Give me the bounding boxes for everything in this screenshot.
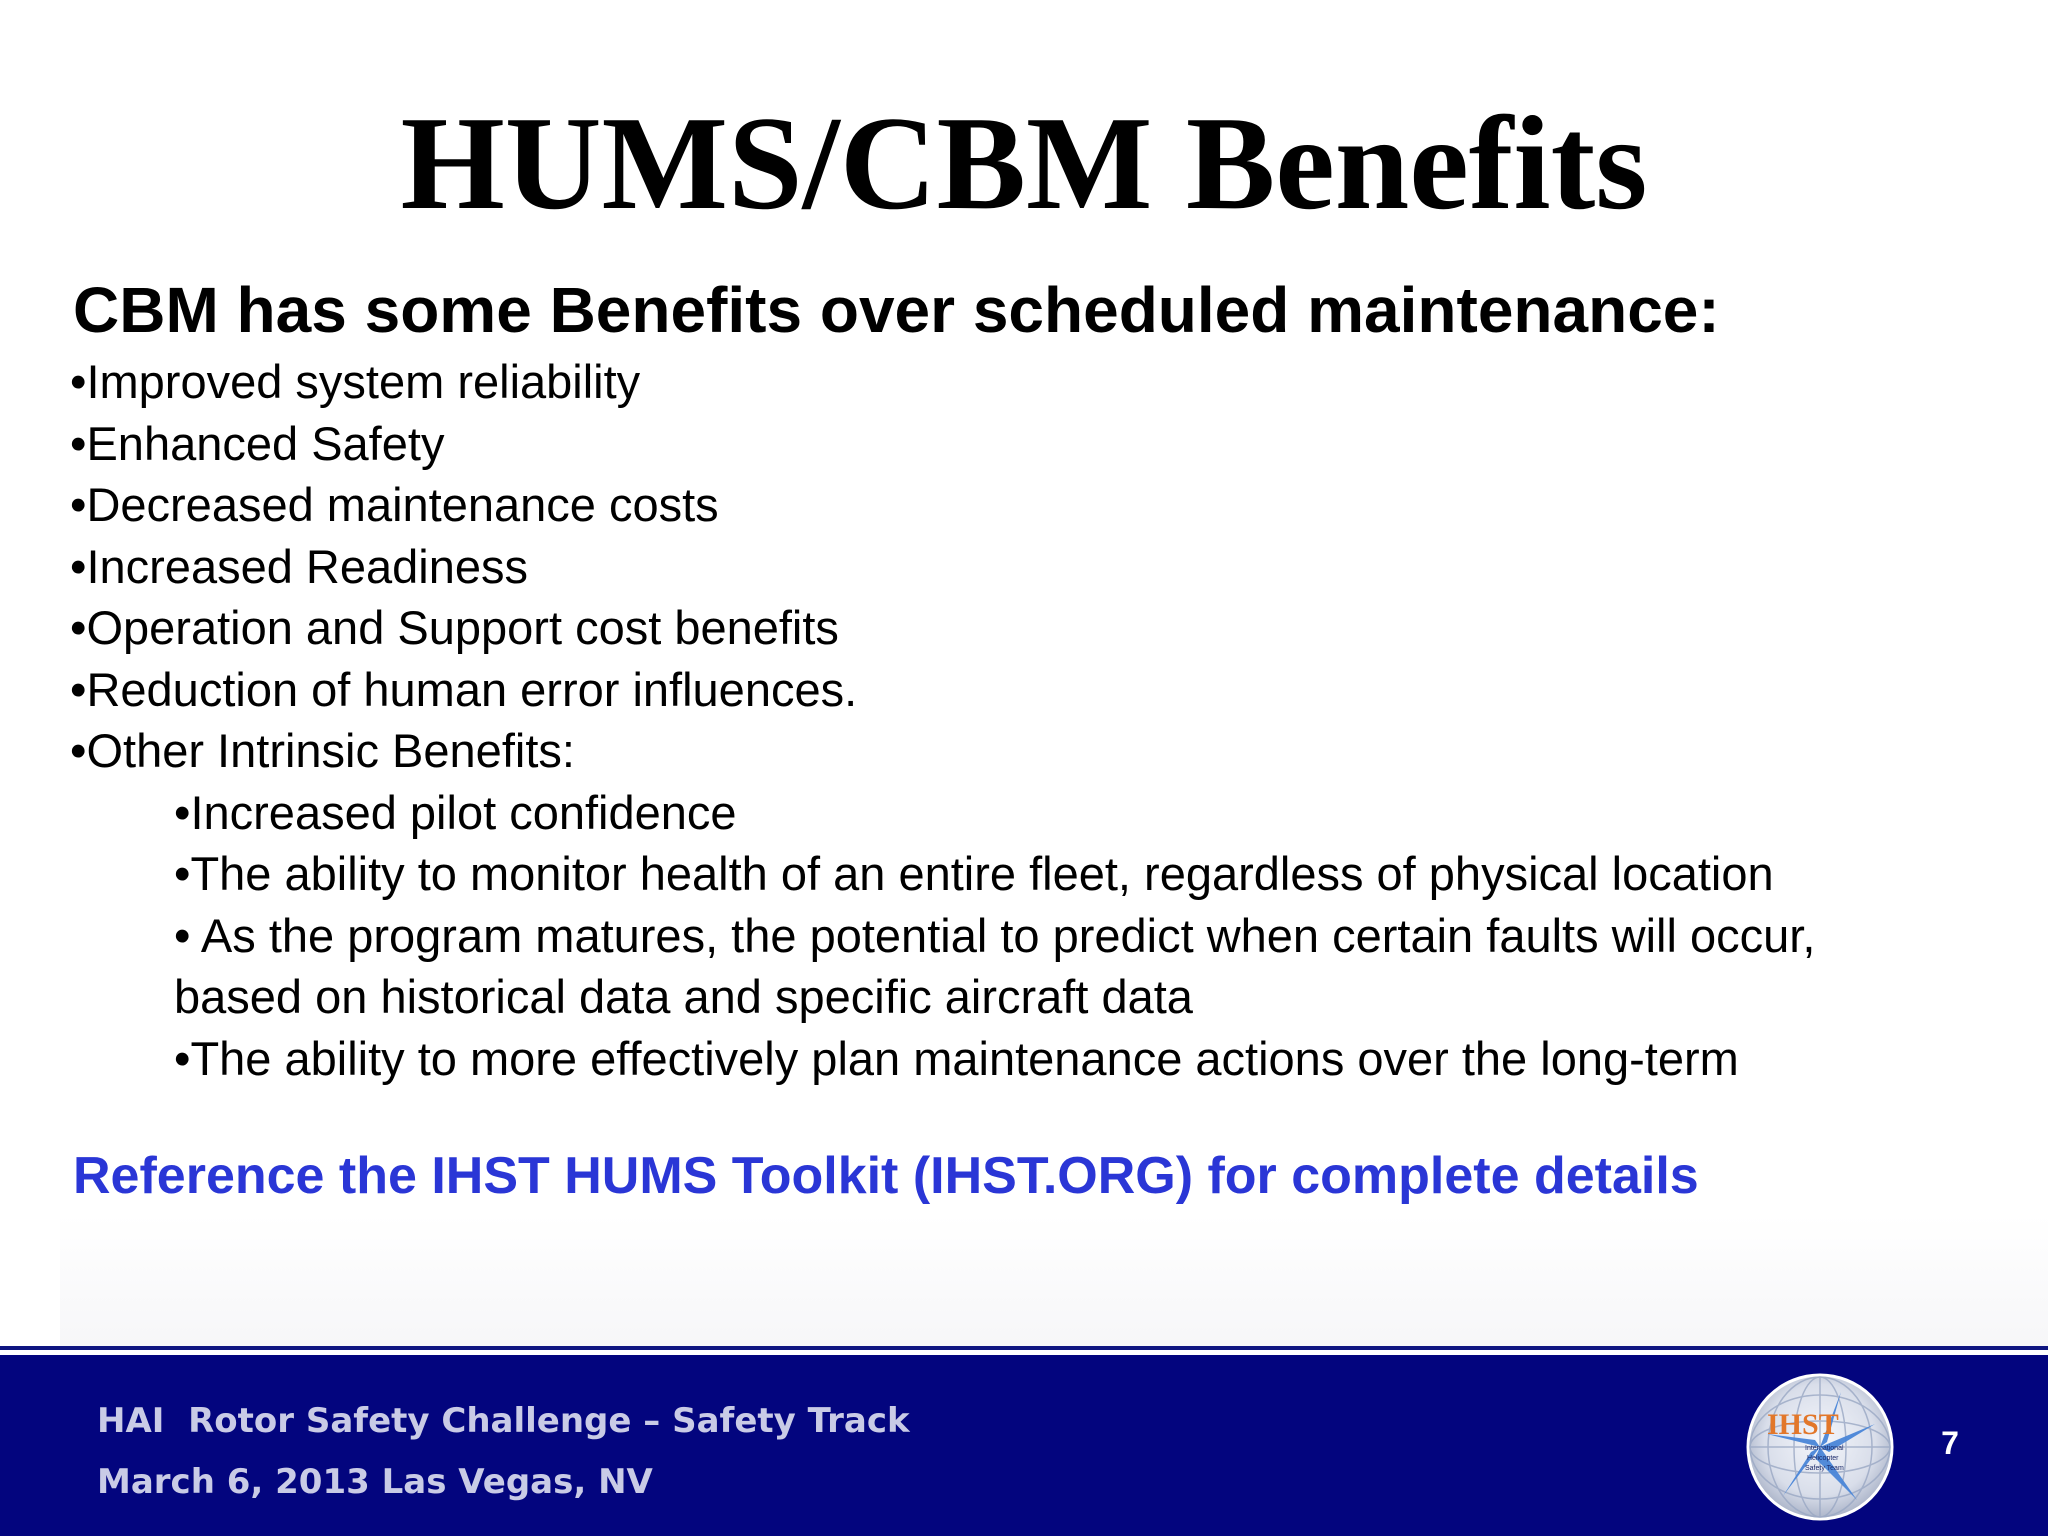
slide-title: HUMS/CBM Benefits — [400, 89, 1648, 237]
background-panel — [60, 1215, 2048, 1350]
footer-divider — [0, 1346, 2048, 1350]
bullet-item: •Operation and Support cost benefits — [70, 601, 839, 654]
svg-text:Helicopter: Helicopter — [1807, 1455, 1839, 1462]
bullet-item: •Enhanced Safety — [70, 416, 445, 470]
svg-text:International: International — [1805, 1445, 1844, 1452]
svg-text:Safety Team: Safety Team — [1805, 1465, 1844, 1472]
bullet-item: •Other Intrinsic Benefits: — [70, 724, 575, 777]
page-number: 7 — [1941, 1425, 1959, 1461]
svg-text:IHST: IHST — [1767, 1408, 1839, 1441]
sub-bullet-item: •Increased pilot confidence — [174, 785, 737, 839]
footer-event-title: HAI Rotor Safety Challenge – Safety Track — [97, 1401, 910, 1441]
sub-bullet-item: •The ability to monitor health of an entire fleet, regardless of physical location — [174, 847, 1774, 900]
slide-subtitle: CBM has some Benefits over scheduled maintenance: — [73, 274, 1720, 346]
bullet-list — [70, 351, 2010, 1089]
reference-note: Reference the IHST HUMS Toolkit (IHST.ORG) for complete details — [73, 1147, 1699, 1205]
footer-bar — [0, 1355, 2048, 1536]
ihst-logo-icon — [1745, 1372, 1895, 1522]
sub-bullet-item: •The ability to more effectively plan maintenance actions over the long-term — [174, 1031, 1739, 1085]
bullet-item: •Improved system reliability — [70, 355, 641, 408]
footer-event-date: March 6, 2013 Las Vegas, NV — [97, 1462, 653, 1502]
bullet-item: •Increased Readiness — [70, 539, 528, 593]
bullet-item: •Decreased maintenance costs — [70, 478, 719, 531]
bullet-item: •Reduction of human error influences. — [70, 662, 858, 716]
sub-bullet-item: • As the program matures, the potential to predict when certain faults will occur, based on historical data and specific aircraft data — [174, 908, 1816, 1023]
